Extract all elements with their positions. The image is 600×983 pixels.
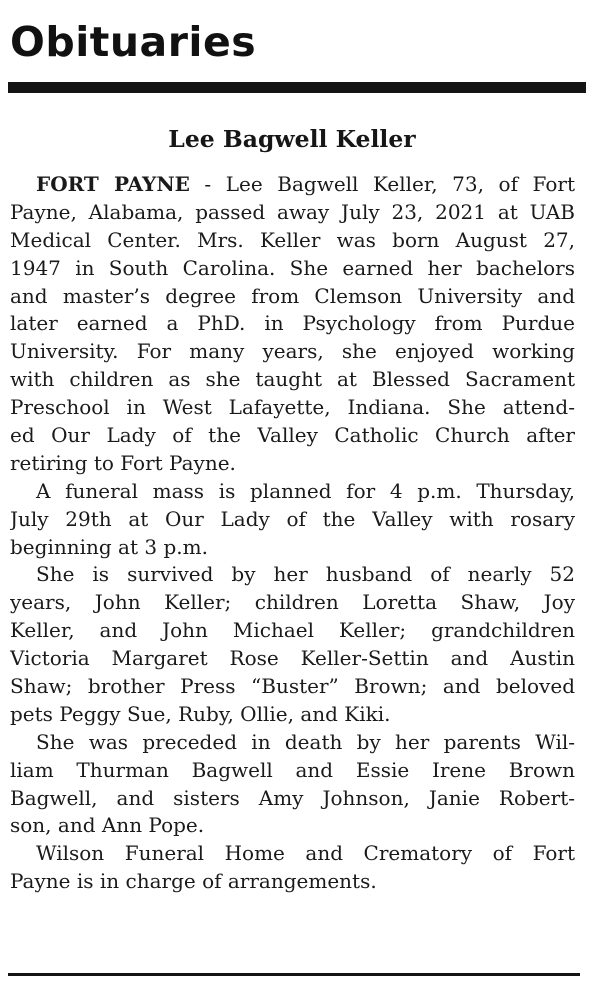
line-text: Shaw; brother Press “Buster” Brown; and beloved <box>10 674 575 699</box>
text-line <box>10 561 575 589</box>
text-line <box>10 422 575 450</box>
line-text: and master’s degree from Clemson University and <box>10 283 575 308</box>
text-line <box>10 673 575 701</box>
text-line <box>10 701 575 729</box>
text-line <box>10 757 575 785</box>
line-text: Payne is in charge of arrangements. <box>10 869 377 894</box>
text-line <box>10 199 575 227</box>
line-text: retiring to Fort Payne. <box>10 450 236 475</box>
text-line <box>10 227 575 255</box>
text-line <box>10 171 575 199</box>
obituary-name: Lee Bagwell Keller <box>168 125 416 153</box>
line-text: She is survived by her husband of nearly 52 <box>36 562 575 587</box>
section-divider <box>8 82 586 93</box>
text-line <box>10 617 575 645</box>
line-text: Wilson Funeral Home and Crematory of Fort <box>36 841 575 866</box>
line-text: July 29th at Our Lady of the Valley with rosary <box>10 506 575 531</box>
text-line <box>10 255 575 283</box>
obituary-paragraph <box>10 171 575 478</box>
line-text: She was preceded in death by her parents Wil- <box>36 729 575 754</box>
dateline: FORT PAYNE <box>36 172 190 196</box>
text-line <box>10 506 575 534</box>
text-line <box>10 310 575 338</box>
text-line <box>10 785 575 813</box>
obituary-paragraph <box>10 840 575 896</box>
text-line <box>10 478 575 506</box>
obituary-paragraph <box>10 561 575 728</box>
line-text: with children as she taught at Blessed Sacrament <box>10 367 575 392</box>
obituary-body <box>10 171 575 896</box>
line-text: later earned a PhD. in Psychology from Purdue <box>10 311 575 336</box>
line-text: Medical Center. Mrs. Keller was born August 27, <box>10 227 575 252</box>
text-line <box>10 812 575 840</box>
line-text: Bagwell, and sisters Amy Johnson, Janie Robert- <box>10 785 575 810</box>
bottom-divider <box>8 973 580 976</box>
text-line <box>10 840 575 868</box>
line-text: Keller, and John Michael Keller; grandchildren <box>10 618 575 643</box>
line-text: Payne, Alabama, passed away July 23, 2021 at UAB <box>10 199 575 224</box>
line-text: pets Peggy Sue, Ruby, Ollie, and Kiki. <box>10 701 391 726</box>
line-text: A funeral mass is planned for 4 p.m. Thursday, <box>36 478 575 503</box>
line-text: - Lee Bagwell Keller, 73, of Fort <box>189 172 575 196</box>
text-line <box>10 450 575 478</box>
text-line <box>10 589 575 617</box>
line-text: 1947 in South Carolina. She earned her bachelors <box>10 255 575 280</box>
text-line <box>10 534 575 562</box>
line-text: son, and Ann Pope. <box>10 813 205 838</box>
line-text: liam Thurman Bagwell and Essie Irene Brown <box>10 757 575 782</box>
line-text: University. For many years, she enjoyed working <box>10 339 575 364</box>
line-text: Preschool in West Lafayette, Indiana. She attend- <box>10 395 575 420</box>
section-title: Obituaries <box>10 18 257 66</box>
text-line <box>10 868 575 896</box>
text-line <box>10 283 575 311</box>
text-line <box>10 729 575 757</box>
line-text: Victoria Margaret Rose Keller-Settin and Austin <box>10 646 575 671</box>
text-line <box>10 366 575 394</box>
obituary-paragraph <box>10 729 575 841</box>
line-text: years, John Keller; children Loretta Shaw, Joy <box>10 590 575 615</box>
line-text: ed Our Lady of the Valley Catholic Church after <box>10 423 575 448</box>
text-line <box>10 394 575 422</box>
obituary-paragraph <box>10 478 575 562</box>
line-text: beginning at 3 p.m. <box>10 534 208 559</box>
text-line <box>10 338 575 366</box>
text-line <box>10 645 575 673</box>
